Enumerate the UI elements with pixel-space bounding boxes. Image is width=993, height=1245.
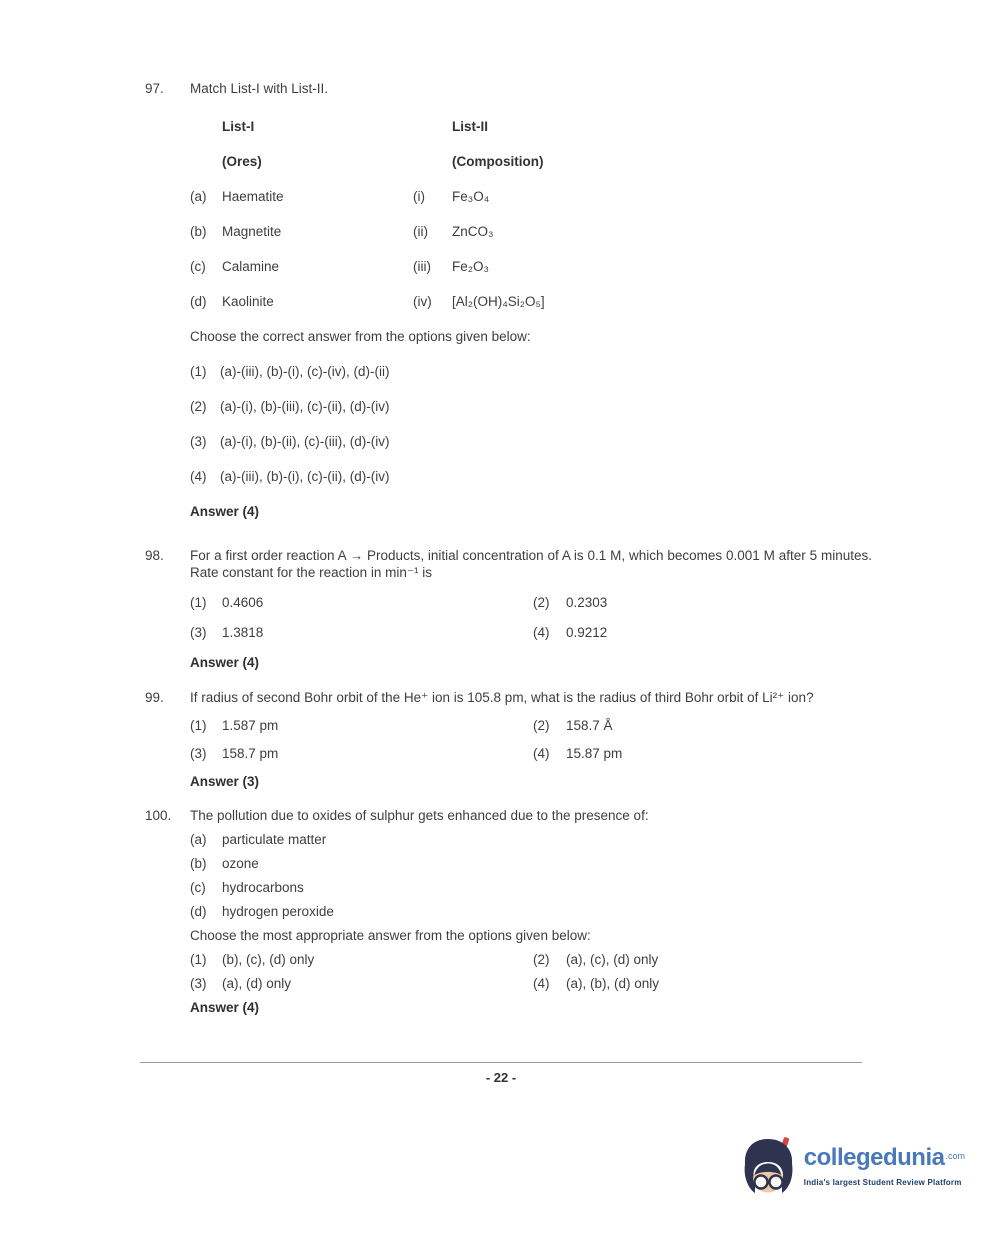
option-row	[190, 717, 885, 734]
page-number: - 22 -	[485, 1070, 517, 1085]
match-right-text: [Al₂(OH)₄Si₂O₅]	[452, 294, 545, 309]
option-row	[190, 745, 885, 762]
match-right-label: (ii)	[413, 224, 428, 239]
list1-subheader: (Ores)	[222, 154, 262, 169]
question-100-choose-text: Choose the most appropriate answer from the options given below:	[190, 928, 591, 943]
match-row-c	[190, 258, 885, 275]
match-row-b	[190, 223, 885, 240]
question-97-answer: Answer (4)	[190, 504, 260, 519]
question-98-answer: Answer (4)	[190, 655, 260, 670]
brand-name: collegedunia	[803, 1144, 945, 1171]
match-left-label: (c)	[190, 259, 206, 274]
match-subheader-row	[190, 153, 885, 170]
question-97	[145, 80, 885, 520]
question-98-text: For a first order reaction A → Products, initial concentration of A is 0.1 M, which becomes 0.001 M after 5 minutes. Rate constant for the reaction in min⁻¹ is	[190, 548, 872, 580]
exam-content	[145, 80, 885, 1016]
option-text: 158.7 Å	[566, 718, 613, 733]
option-label: (2)	[533, 952, 550, 967]
question-97-number: 97.	[145, 81, 164, 96]
match-left-text: Magnetite	[222, 224, 282, 239]
option-text: (a)-(i), (b)-(ii), (c)-(iii), (d)-(iv)	[220, 434, 390, 449]
option-label: (1)	[190, 595, 207, 610]
option-text: 0.4606	[222, 595, 264, 610]
match-left-text: Kaolinite	[222, 294, 274, 309]
option-label: (1)	[190, 718, 207, 733]
collegedunia-logo	[739, 1136, 965, 1200]
brand-text-block	[804, 1145, 965, 1191]
list2-header: List-II	[452, 119, 488, 134]
option-row	[190, 594, 885, 611]
option-text: (a), (d) only	[222, 976, 292, 991]
option-text: (a)-(iii), (b)-(i), (c)-(iv), (d)-(ii)	[220, 364, 390, 379]
option-row	[190, 363, 885, 380]
sub-option-row	[190, 879, 885, 896]
option-label: (3)	[190, 625, 207, 640]
option-text: (a), (b), (d) only	[566, 976, 660, 991]
match-right-label: (iii)	[413, 259, 431, 274]
option-label: (4)	[190, 469, 207, 484]
option-text: (a), (c), (d) only	[566, 952, 659, 967]
question-99-answer: Answer (3)	[190, 774, 260, 789]
page-footer	[140, 1062, 862, 1086]
question-99	[145, 689, 885, 790]
match-header-row	[190, 118, 885, 135]
match-row-a	[190, 188, 885, 205]
list2-subheader: (Composition)	[452, 154, 544, 169]
option-text: 1.587 pm	[222, 718, 279, 733]
option-text: 158.7 pm	[222, 746, 279, 761]
sub-option-label: (b)	[190, 856, 207, 871]
match-left-label: (a)	[190, 189, 207, 204]
option-row	[190, 624, 885, 641]
sub-option-row	[190, 831, 885, 848]
brand-domain: .com	[945, 1151, 965, 1161]
option-row	[190, 398, 885, 415]
option-row	[190, 951, 885, 968]
match-left-label: (d)	[190, 294, 207, 309]
option-text: (a)-(iii), (b)-(i), (c)-(ii), (d)-(iv)	[220, 469, 390, 484]
match-right-label: (i)	[413, 189, 425, 204]
option-text: 0.2303	[566, 595, 608, 610]
match-row-d	[190, 293, 885, 310]
option-label: (4)	[533, 976, 550, 991]
option-text: (a)-(i), (b)-(iii), (c)-(ii), (d)-(iv)	[220, 399, 390, 414]
option-text: 1.3818	[222, 625, 264, 640]
option-text: 0.9212	[566, 625, 608, 640]
brand-tagline: India's largest Student Review Platform	[803, 1178, 962, 1187]
sub-option-row	[190, 855, 885, 872]
match-left-text: Calamine	[222, 259, 280, 274]
question-98-number: 98.	[145, 548, 164, 563]
option-label: (2)	[533, 718, 550, 733]
option-text: (b), (c), (d) only	[222, 952, 315, 967]
option-label: (3)	[190, 434, 207, 449]
option-text: 15.87 pm	[566, 746, 623, 761]
sub-option-row	[190, 903, 885, 920]
option-label: (4)	[533, 625, 550, 640]
option-label: (3)	[190, 746, 207, 761]
match-right-label: (iv)	[413, 294, 432, 309]
sub-option-text: particulate matter	[222, 832, 327, 847]
mascot-icon	[739, 1136, 797, 1200]
sub-option-text: hydrogen peroxide	[222, 904, 334, 919]
sub-option-label: (d)	[190, 904, 207, 919]
question-99-number: 99.	[145, 690, 164, 705]
question-98	[145, 547, 885, 671]
question-100-answer: Answer (4)	[190, 1000, 260, 1015]
match-right-text: Fe₂O₃	[452, 259, 489, 274]
question-100-number: 100.	[145, 808, 172, 823]
match-right-text: ZnCO₃	[452, 224, 494, 239]
sub-option-label: (c)	[190, 880, 206, 895]
option-label: (4)	[533, 746, 550, 761]
match-right-text: Fe₃O₄	[452, 189, 490, 204]
question-97-text: Match List-I with List-II.	[190, 81, 329, 96]
match-left-label: (b)	[190, 224, 207, 239]
question-100	[145, 807, 885, 1016]
sub-option-text: hydrocarbons	[222, 880, 304, 895]
option-label: (3)	[190, 976, 207, 991]
option-label: (1)	[190, 952, 207, 967]
option-label: (2)	[190, 399, 207, 414]
question-97-choose-text: Choose the correct answer from the options given below:	[190, 329, 531, 344]
option-row	[190, 975, 885, 992]
sub-option-text: ozone	[222, 856, 259, 871]
question-99-text: If radius of second Bohr orbit of the He⁺ ion is 105.8 pm, what is the radius of third Bohr orbit of Li²⁺ ion?	[190, 690, 814, 705]
sub-option-label: (a)	[190, 832, 207, 847]
question-100-text: The pollution due to oxides of sulphur gets enhanced due to the presence of:	[190, 808, 649, 823]
option-row	[190, 433, 885, 450]
option-label: (1)	[190, 364, 207, 379]
list1-header: List-I	[222, 119, 255, 134]
match-left-text: Haematite	[222, 189, 284, 204]
option-row	[190, 468, 885, 485]
option-label: (2)	[533, 595, 550, 610]
